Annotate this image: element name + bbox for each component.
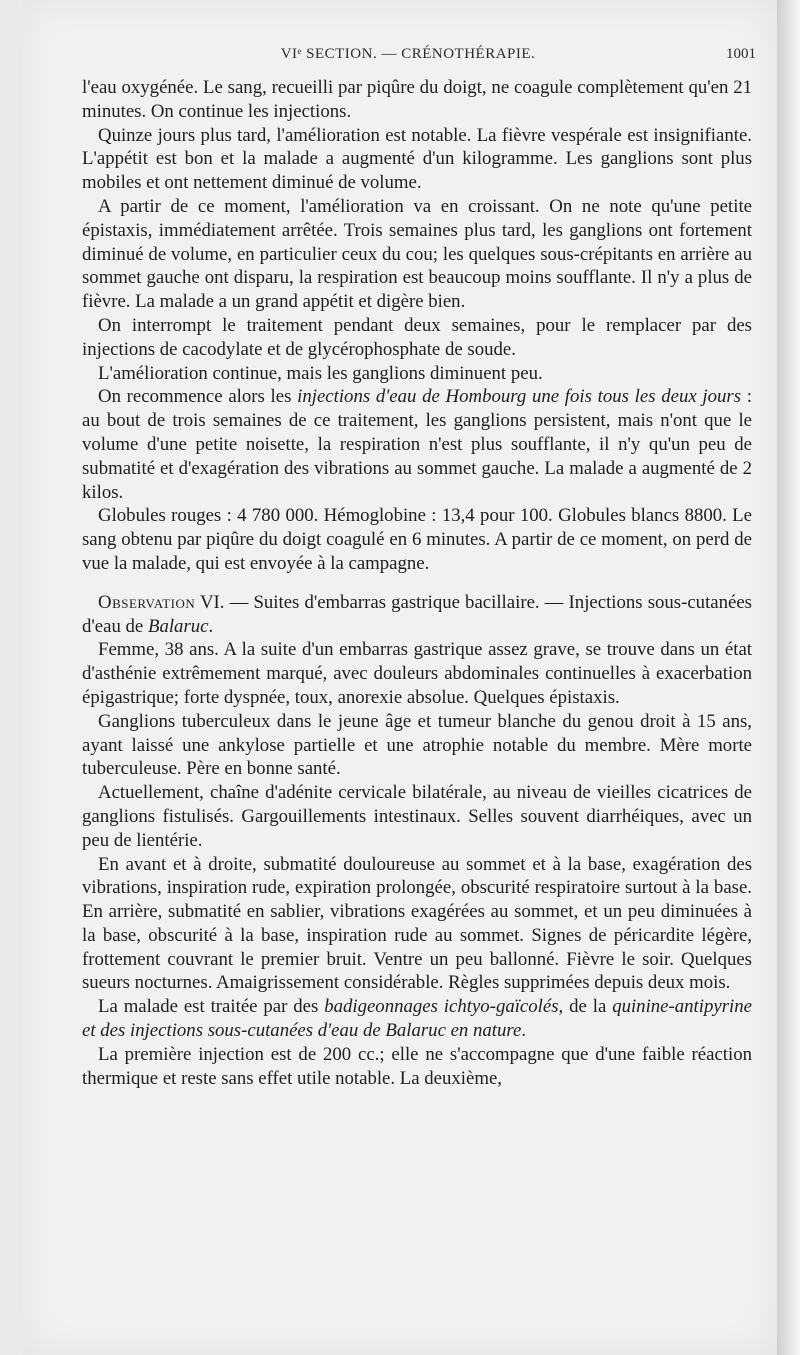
italic-text: injections d'eau de Hombourg une fois tous les deux jours [297,386,742,408]
text-run: Actuellement, chaîne d'adénite cervicale bilatérale, au niveau de vieilles cicatrices de ganglions fistulisés. Gargouillements intestinaux. Selles souvent diarrhéiques, avec un peu de lientérie. [82,782,752,851]
text-run: L'amélioration continue, mais les ganglions diminuent peu. [98,362,543,384]
section-title: VIᵉ SECTION. — CRÉNOTHÉRAPIE. [280,46,536,62]
text-run: Quinze jours plus tard, l'amélioration est notable. La fièvre vespérale est insignifiante. L'appétit est bon et la malade a augmenté d'un kilogramme. Les ganglions sont plus mobiles et ont nettement diminué de volume. [82,124,752,194]
running-header [60,46,756,70]
paragraph [82,853,752,996]
small-caps-text: Observation [98,591,196,613]
text-run: . [521,1020,527,1042]
text-run: Ganglions tuberculeux dans le jeune âge et tumeur blanche du genou droit à 15 ans, ayant laissé une ankylose partielle et une atrophie notable du membre. Mère morte tuberculeuse. Père en bonne santé. [82,710,752,780]
paragraph [82,195,752,314]
text-run: Globules rouges : 4 780 000. Hémoglobine : 13,4 pour 100. Globules blancs 8800. Le sang obtenu par piqûre du doigt coagulé en 6 minutes. A partir de ce moment, on perd de vue la malade, qui est envoyée à la campagne. [82,505,752,574]
text-run: La première injection est de 200 cc.; elle ne s'accompagne que d'une faible réaction thermique et reste sans effet utile notable. La deuxième, [82,1043,752,1089]
paragraph [82,504,752,575]
text-run: La malade est traitée par des [98,996,325,1018]
paragraph [82,385,752,504]
paragraph [82,781,752,852]
paragraph [82,314,752,362]
text-run: : au bout de trois semaines de ce traitement, les ganglions persistent, mais n'ont que le volume d'une petite noisette, la respiration n'est plus soufflante, il n'y qu'un peu de submatité et d'exagération des vibrations au sommet gauche. La malade a augmenté de 2 kilos. [82,386,752,503]
text-run: Femme, 38 ans. A la suite d'un embarras gastrique assez grave, se trouve dans un état d'asthénie extrêmement marqué, avec douleurs abdominales continuelles à exacerbation épigastrique; forte dyspnée, toux, anorexie absolue. Quelques épistaxis. [82,639,752,708]
paragraph [82,638,752,709]
text-run: VI. — Suites d'embarras gastrique bacillaire. — Injections sous-cutanées d'eau de [82,591,752,637]
text-run: l'eau oxygénée. Le sang, recueilli par piqûre du doigt, ne coagule complètement qu'en 21 minutes. On continue les injections. [82,77,752,122]
text-run: , de la [558,996,613,1018]
italic-text: quinine-antipyrine et des injections sous-cutanées d'eau de Balaruc en nature [82,996,752,1042]
paragraph [82,995,752,1043]
text-run: . [208,615,214,637]
body-text [82,76,752,1090]
text-run: A partir de ce moment, l'amélioration va en croissant. On ne note qu'une petite épistaxis, immédiatement arrêtée. Trois semaines plus tard, les ganglions ont fortement diminué de volume, en particulier ceux du cou; les quelques sous-crépitants en arrière au sommet gauche ont disparu, la respiration est beaucoup moins soufflante. Il n'y a plus de fièvre. La malade a un grand appétit et digère bien. [82,195,752,313]
paragraph [82,124,752,195]
page-number: 1001 [726,46,756,62]
observation-heading [82,591,752,639]
page-edge [777,0,800,1355]
italic-text: badigeonnages ichtyo-gaïcolés [324,996,559,1018]
paragraph [82,362,752,386]
text-run: On recommence alors les [98,386,298,408]
text-run: On interrompt le traitement pendant deux semaines, pour le remplacer par des injections de cacodylate et de glycérophosphate de soude. [82,314,752,360]
italic-text: Balaruc [147,615,209,637]
paragraph [82,710,752,781]
text-run: En avant et à droite, submatité douloureuse au sommet et à la base, exagération des vibrations, inspiration rude, expiration prolongée, obscurité respiratoire surtout à la base. En arrière, submatité en sablier, vibrations exagérées au sommet, et un peu diminuées à la base, obscurité à la base, inspiration rude au sommet. Signes de péricardite légère, frottement couvrant le premier bruit. Ventre un peu ballonné. Fièvre le soir. Quelques sueurs nocturnes. Amaigrissement considérable. Règles supprimées depuis deux mois. [82,853,752,994]
paragraph [82,76,752,124]
paragraph [82,1043,752,1091]
